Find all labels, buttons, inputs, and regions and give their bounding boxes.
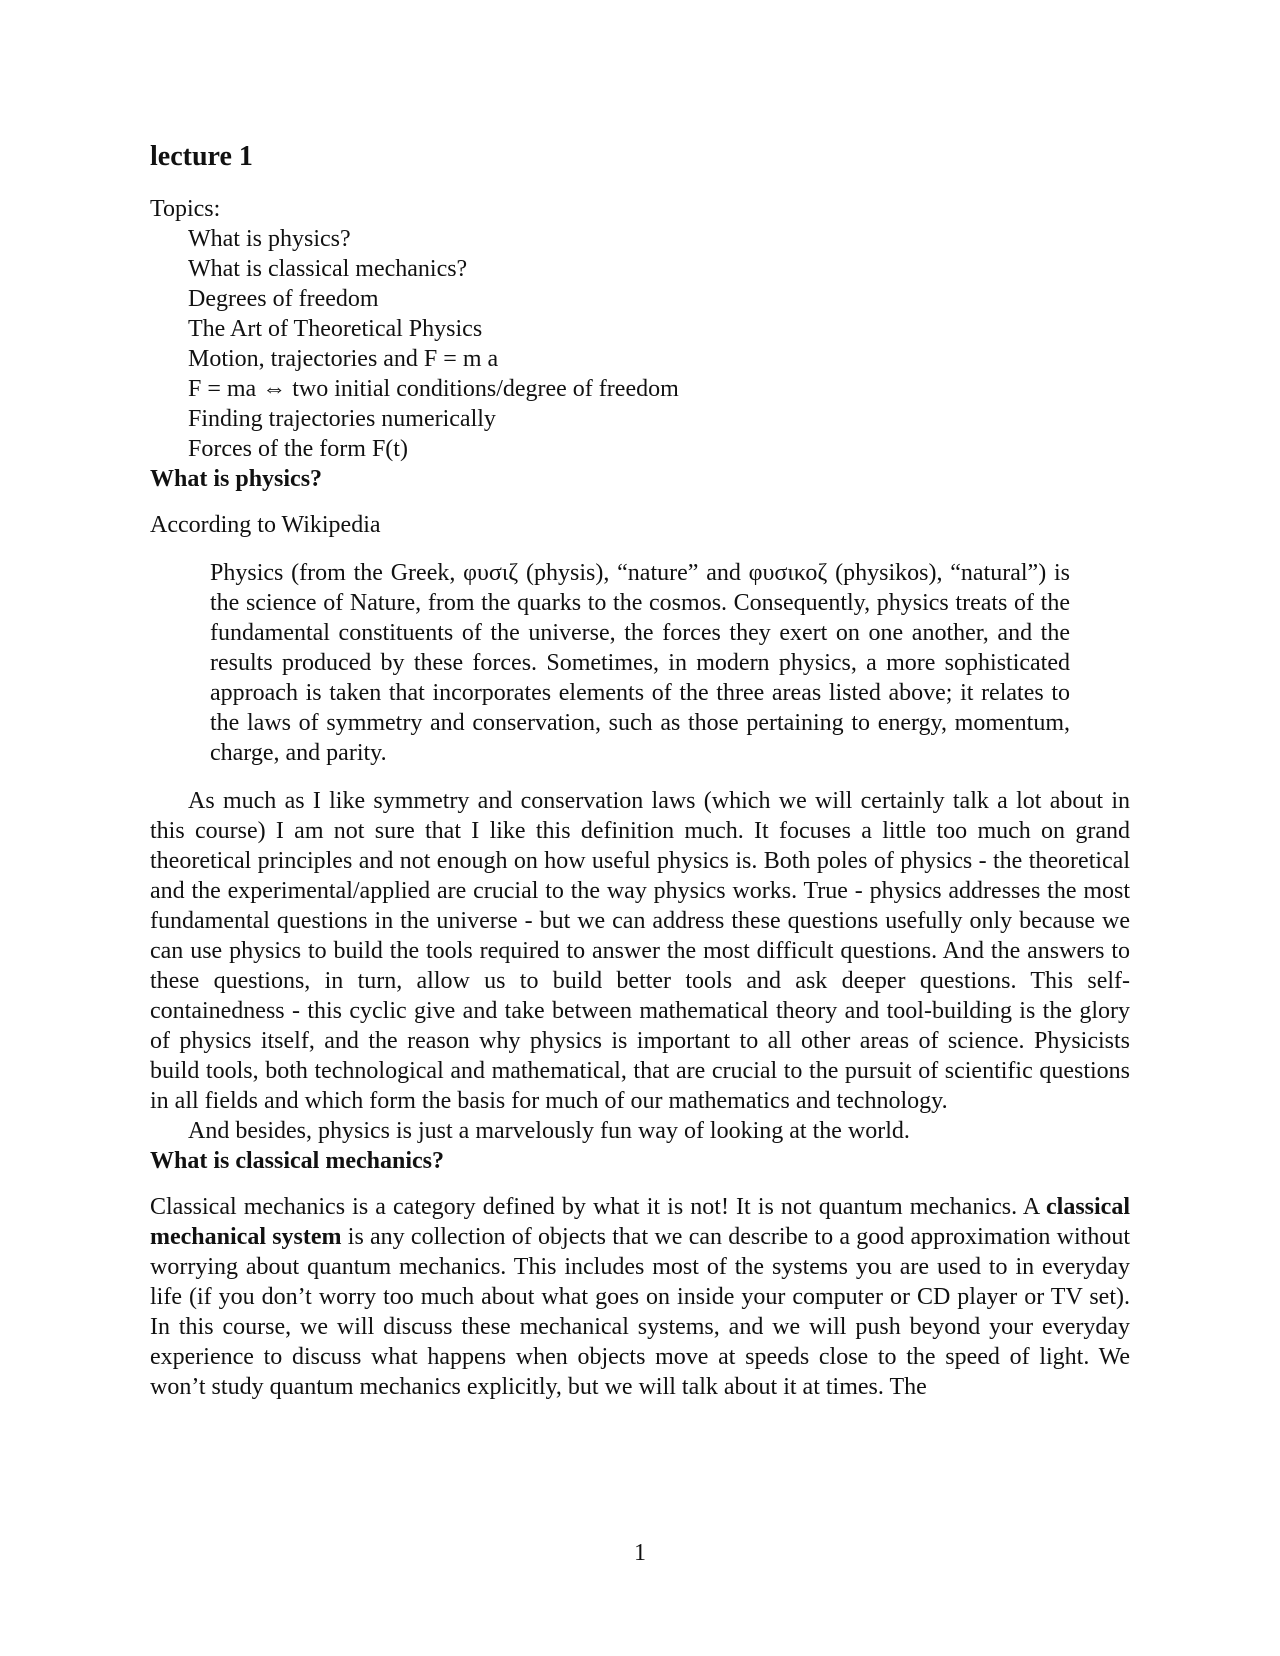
lecture-title: lecture 1 — [150, 141, 253, 172]
topics-label: Topics: — [150, 195, 221, 222]
body-paragraph — [150, 1192, 1130, 1402]
defined-term: classical mechanical system — [150, 1193, 1130, 1250]
section-heading-classical-mechanics: What is classical mechanics? — [150, 1147, 444, 1174]
body-paragraph: As much as I like symmetry and conservation laws (which we will certainly talk a lot about in this course) I am not sure that I like this definition much. It focuses a little too much on grand theoretical principles and not enough on how useful physics is. Both poles of physics - the theoretical and the experimental/applied are crucial to the way physics works. True - physics addresses the most fundamental questions in the universe - but we can address these questions usefully only because we can use physics to build the tools required to answer the most difficult questions. And the answers to these questions, in turn, allow us to build better tools and ask deeper questions. This self-containedness - this cyclic give and take between mathematical theory and tool-building is the glory of physics itself, and the reason why physics is important to all other areas of science. Physicists build tools, both technological and mathematical, that are crucial to the pursuit of scientific questions in all fields and which form the basis for much of our mathematics and technology. — [150, 787, 1130, 1114]
wikipedia-quote: Physics (from the Greek, φυσιζ (physis), “nature” and φυσικοζ (physikos), “natural”) is the science of Nature, from the quarks to the cosmos. Consequently, physics treats of the fundamental constituents of the universe, the forces they exert on one another, and the results produced by these forces. Sometimes, in modern physics, a more sophisticated approach is taken that incorporates elements of the three areas listed above; it relates to the laws of symmetry and conservation, such as those pertaining to energy, momentum, charge, and parity. — [210, 559, 1070, 766]
topic-item: F = ma ⇔ two initial conditions/degree of freedom — [188, 375, 679, 402]
page-number: 1 — [634, 1540, 646, 1566]
document-page — [150, 140, 1130, 1402]
topic-item: What is physics? — [188, 225, 351, 252]
topic-item: Finding trajectories numerically — [188, 405, 496, 432]
topic-item: Degrees of freedom — [188, 285, 379, 312]
body-paragraph: And besides, physics is just a marvelously fun way of looking at the world. — [188, 1117, 910, 1144]
topic-item: Motion, trajectories and F = m a — [188, 345, 499, 372]
topic-item: The Art of Theoretical Physics — [188, 315, 483, 342]
section-heading-physics: What is physics? — [150, 465, 323, 492]
section-intro: According to Wikipedia — [150, 511, 381, 538]
topic-item: What is classical mechanics? — [188, 255, 468, 282]
topics-list — [150, 224, 1130, 464]
paragraph-text: is any collection of objects that we can describe to a good approximation without worrying about quantum mechanics. This includes most of the systems you are used to in everyday life (if you don’t worry too much about what goes on inside your computer or CD player or TV set). In this course, we will discuss these mechanical systems, and we will push beyond your everyday experience to discuss what happens when objects move at speeds close to the speed of light. We won’t study quantum mechanics explicitly, but we will talk about it at times. The — [150, 1223, 1131, 1400]
paragraph-text: Classical mechanics is a category defined by what it is not! It is not quantum mechanics. A — [150, 1193, 1046, 1220]
topic-item: Forces of the form F(t) — [188, 435, 408, 462]
